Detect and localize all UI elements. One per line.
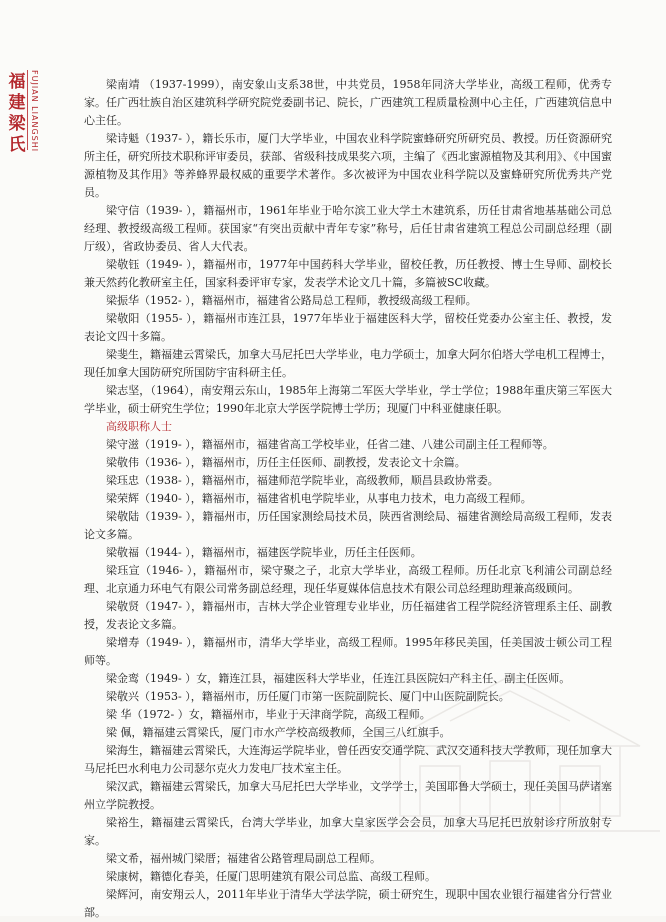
biography-entry: 梁敬伟（1936- ），籍福州市，历任主任医师、副教授，发表论文十余篇。 xyxy=(106,456,466,469)
biography-entry: 梁斐生，籍福建云霄梁氏，加拿大马尼托巴大学毕业，电力学硕士，加拿大阿尔伯塔大学电机工程博士，现任加拿大国防研究所国防宇宙科研主任。 xyxy=(84,348,612,379)
side-title-char: 梁 xyxy=(8,114,26,134)
biography-entry: 梁敬陆（1939- ），籍福州市，历任国家测绘局技术员，陕西省测绘局、福建省测绘局高级工程师，发表论文多篇。 xyxy=(84,510,612,541)
side-title-char: 氏 xyxy=(8,135,26,155)
document-body xyxy=(84,76,612,922)
biography-entry: 梁守信（1939- ），籍福州市，1961年毕业于哈尔滨工业大学土木建筑系，历任甘肃省地基基础公司总经理、教授级高级工程师。获国家“有突出贡献中青年专家”称号，后任甘肃省建筑工程总公司副总经理（副厅级），省政协委员、省人大代表。 xyxy=(84,204,612,253)
biography-entry: 梁汉武，籍福建云霄梁氏，加拿大马尼托巴大学毕业，文学学士，美国耶鲁大学硕士，现任美国马萨诸塞州立学院教授。 xyxy=(84,780,612,811)
biography-entry: 梁敬钰（1949- ），籍福州市，1977年中国药科大学毕业，留校任教，历任教授、博士生导师、副校长兼天然药化教研室主任，国家科委评审专家，发表学术论文几十篇，多篇被SC收藏。 xyxy=(84,258,612,289)
biography-entry: 梁 佩，籍福建云霄梁氏，厦门市水产学校高级教师，全国三八红旗手。 xyxy=(106,726,451,739)
side-pinyin: FUJIAN LIANGSHI xyxy=(30,70,39,153)
biography-entry: 梁敬福（1944- ），籍福州市，福建医学院毕业，历任主任医师。 xyxy=(106,546,422,559)
biography-entry: 梁增寿（1949- ），籍福州市，清华大学毕业，高级工程师。1995年移民美国，任美国波士顿公司工程师等。 xyxy=(84,636,612,667)
biography-entry: 梁裕生，籍福建云霄梁氏，台湾大学毕业，加拿大皇家医学会会员，加拿大马尼托巴放射诊疗所放射专家。 xyxy=(84,816,612,847)
biography-entry: 梁敬阳（1955- ），籍福州市连江县，1977年毕业于福建医科大学，留校任党委办公室主任、教授，发表论文四十多篇。 xyxy=(84,312,612,343)
biography-entry: 梁珏宣（1946- ），籍福州市，梁守聚之子，北京大学毕业，高级工程师。历任北京飞利浦公司副总经理、北京通力环电气有限公司常务副总经理，现任华夏媒体信息技术有限公司总经理助理兼高级顾问。 xyxy=(84,564,612,595)
biography-entry: 梁珏忠（1938- ），籍福州市，福建师范学院毕业，高级教师，顺昌县政协常委。 xyxy=(106,474,499,487)
biography-entry: 梁荣辉（1940- ），籍福州市，福建省机电学院毕业，从事电力技术，电力高级工程师。 xyxy=(106,492,532,505)
biography-entry: 梁 华（1972- ）女，籍福州市，毕业于天津商学院，高级工程师。 xyxy=(106,708,431,721)
biography-entry: 梁辉河，南安翔云人，2011年毕业于清华大学法学院，硕士研究生，现职中国农业银行福建省分行营业部。 xyxy=(84,888,612,919)
biography-entry: 梁敬贤（1947- ），籍福州市，吉林大学企业管理专业毕业，历任福建省工程学院经济管理系主任、副教授，发表论文多篇。 xyxy=(84,600,612,631)
biography-entry: 梁金鸾（1949- ）女，籍连江县，福建医科大学毕业，任连江县医院妇产科主任、副主任医师。 xyxy=(106,672,571,685)
biography-entry: 梁振华（1952- ），籍福州市，福建省公路局总工程师，教授级高级工程师。 xyxy=(106,294,477,307)
side-title-char: 建 xyxy=(8,93,26,113)
side-title-char: 福 xyxy=(8,72,26,92)
side-title xyxy=(8,72,26,156)
biography-entry: 梁文希，福州城门梁厝；福建省公路管理局副总工程师。 xyxy=(106,852,381,865)
side-divider xyxy=(27,70,28,150)
biography-entry: 梁海生，籍福建云霄梁氏，大连海运学院毕业，曾任西安交通学院、武汉交通科技大学教师，现任加拿大马尼托巴水利电力公司瑟尔克火力发电厂技术室主任。 xyxy=(84,744,612,775)
biography-entry: 梁诗魁（1937- ），籍长乐市，厦门大学毕业，中国农业科学院蜜蜂研究所研究员、教授。历任资源研究所主任，研究所技术职称评审委员，获部、省级科技成果奖六项，主编了《西北蜜源植物及其利用》、《中国蜜源植物及其作用》等养蜂界最权威的重要学术著作。多次被评为中国农业科学院以及蜜蜂研究所优秀共产党员。 xyxy=(84,132,612,199)
biography-entry: 梁敬兴（1953- ），籍福州市，历任厦门市第一医院副院长、厦门中山医院副院长。 xyxy=(106,690,510,703)
biography-entry: 梁南靖 （1937-1999），南安象山支系38世，中共党员，1958年同济大学毕业，高级工程师，优秀专家。任广西壮族自治区建筑科学研究院党委副书记、院长，广西建筑工程质量检测中心主任，广西建筑信息中心主任。 xyxy=(84,78,612,127)
biography-entry: 梁守滋（1919- ），籍福州市，福建省高工学校毕业，任省二建、八建公司副主任工程师等。 xyxy=(106,438,554,451)
biography-entry: 梁康树，籍德化春美，任厦门思明建筑有限公司总监、高级工程师。 xyxy=(106,870,436,883)
section-heading: 高级职称人士 xyxy=(106,420,172,433)
biography-entry: 梁志坚，（1964），南安翔云东山，1985年上海第二军医大学毕业，学士学位；1988年重庆第三军医大学毕业，硕士研究生学位；1990年北京大学医学院博士学历；现厦门中科亚健康任职。 xyxy=(84,384,612,415)
